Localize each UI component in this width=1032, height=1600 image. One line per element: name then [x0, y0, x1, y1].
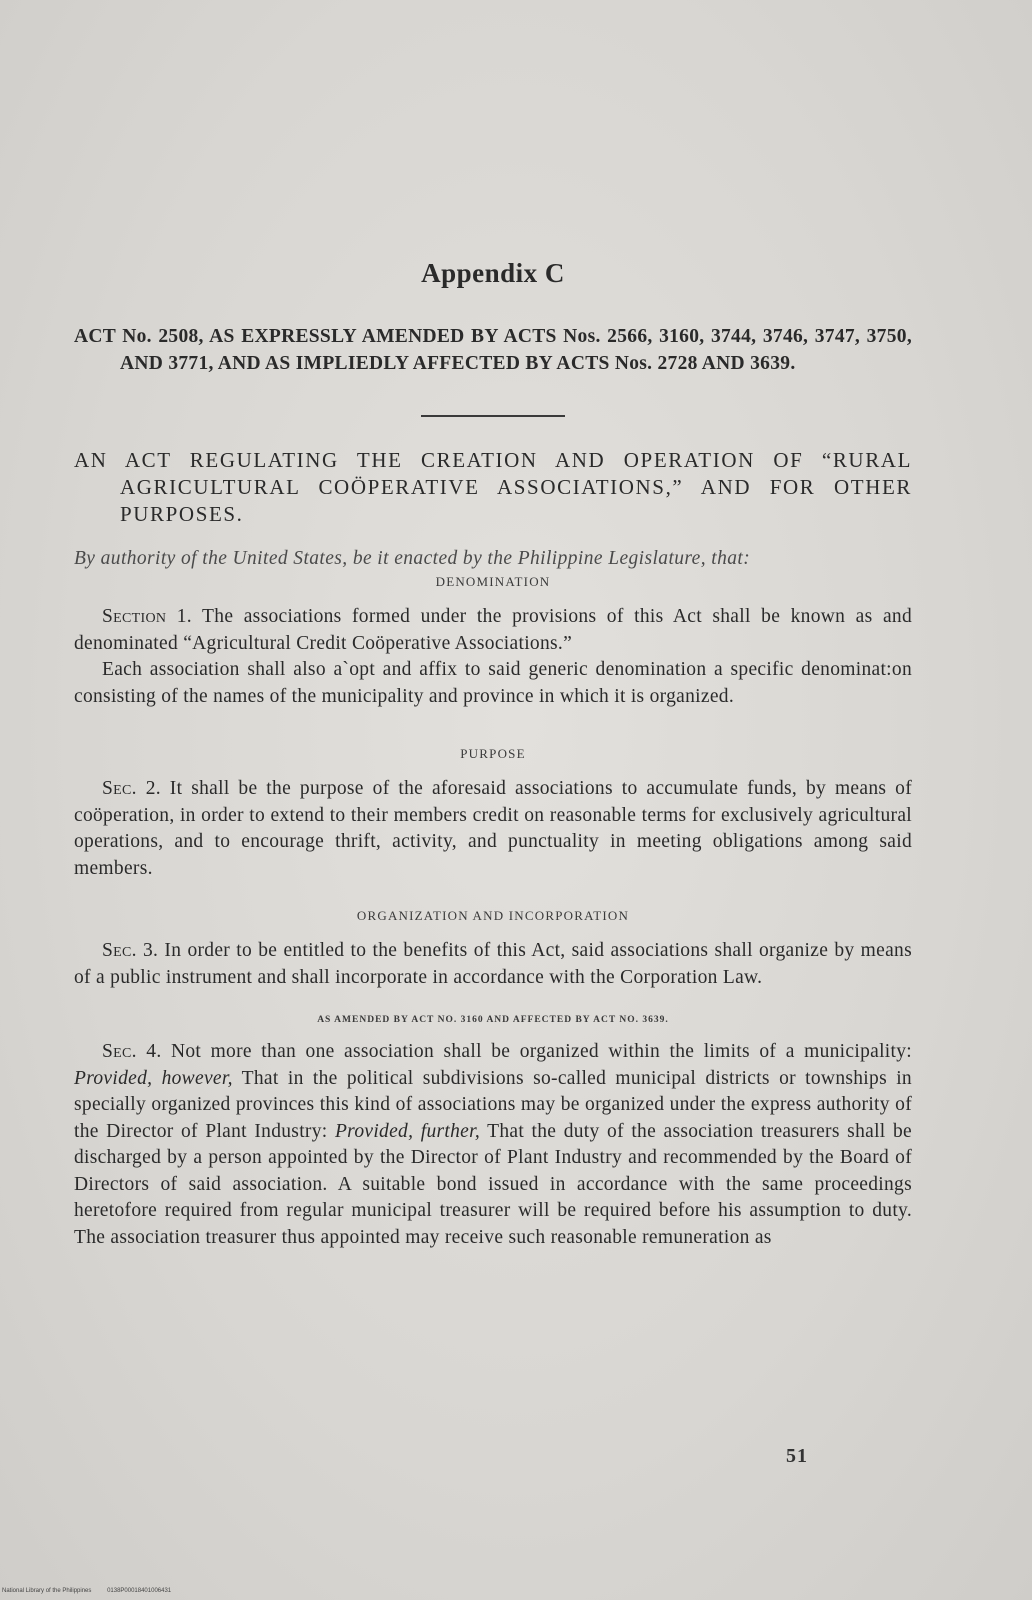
- proviso-however: Provided, however,: [74, 1067, 233, 1089]
- footer-code: 0138P00018401006431: [107, 1588, 172, 1594]
- section-1-paragraph-2: Each association shall also a`opt and affix to said generic denomination a specific denominat:on consisting of the names of the municipality and province in which it is organized.: [74, 659, 912, 707]
- caption-organization: ORGANIZATION AND INCORPORATION: [356, 908, 630, 923]
- appendix-title: Appendix C: [421, 258, 565, 288]
- act-title: AN ACT REGULATING THE CREATION AND OPERATION OF “RURAL AGRICULTURAL COÖPERATIVE ASSOCIATIONS,” AND FOR OTHER PURPOSES.: [74, 448, 912, 526]
- section-4-label: Sec. 4.: [102, 1041, 162, 1062]
- act-heading: ACT No. 2508, AS EXPRESSLY AMENDED BY ACTS Nos. 2566, 3160, 3744, 3746, 3747, 3750, AND 3771, AND AS IMPLIEDLY AFFECTED BY ACTS Nos. 2728 AND 3639.: [74, 326, 912, 374]
- section-2-label: Sec. 2.: [102, 778, 161, 799]
- scan-footer: [2, 1588, 185, 1594]
- section-1-label: Section 1.: [102, 606, 192, 627]
- caption-denomination: DENOMINATION: [435, 574, 551, 589]
- footer-library: National Library of the Philippines: [2, 1588, 92, 1594]
- enacting-clause: By authority of the United States, be it enacted by the Philippine Legislature, that:: [74, 548, 751, 569]
- caption-amendment-note: AS AMENDED BY ACT NO. 3160 AND AFFECTED BY ACT NO. 3639.: [317, 1015, 669, 1025]
- section-4-text-c: That the duty of the association treasurers shall be discharged by a person appointed by the Director of Plant Industry and recommended by the Board of Directors of said association. A suitable bond issued in accordance with the same proceedings heretofore required from regular municipal treasurer will be required before his assumption to duty. The association treasurer thus appointed may receive such reasonable remuneration as: [74, 1120, 912, 1248]
- proviso-further: Provided, further,: [334, 1120, 481, 1142]
- section-2-text: It shall be the purpose of the aforesaid associations to accumulate funds, by means of coöperation, in order to extend to their members credit on reasonable terms for exclusively agricultural operations, and to encourage thrift, activity, and punctuality in meeting obligations among said members.: [74, 778, 912, 879]
- document-body: [74, 258, 912, 1251]
- section-3-text: In order to be entitled to the benefits of this Act, said associations shall organize by means of a public instrument and shall incorporate in accordance with the Corporation Law.: [74, 940, 912, 988]
- section-2-paragraph: [74, 776, 912, 882]
- section-3-paragraph: [74, 938, 912, 991]
- horizontal-rule: [421, 415, 565, 417]
- section-1-text: The associations formed under the provisions of this Act shall be known as and denominated “Agricultural Credit Coöperative Associations.”: [74, 606, 912, 654]
- section-1-paragraph: [74, 604, 912, 657]
- section-4-text-b: That in the political subdivisions so-called municipal districts or townships in specially organized provinces this kind of associations may be organized under the express authority of the Director of Plant Industry:: [74, 1067, 912, 1142]
- section-4-paragraph: [74, 1039, 912, 1251]
- caption-purpose: PURPOSE: [460, 746, 526, 761]
- page-number: 51: [786, 1445, 808, 1467]
- section-3-label: Sec. 3.: [102, 940, 159, 961]
- section-4-text-a: Not more than one association shall be organized within the limits of a municipality:: [161, 1041, 912, 1062]
